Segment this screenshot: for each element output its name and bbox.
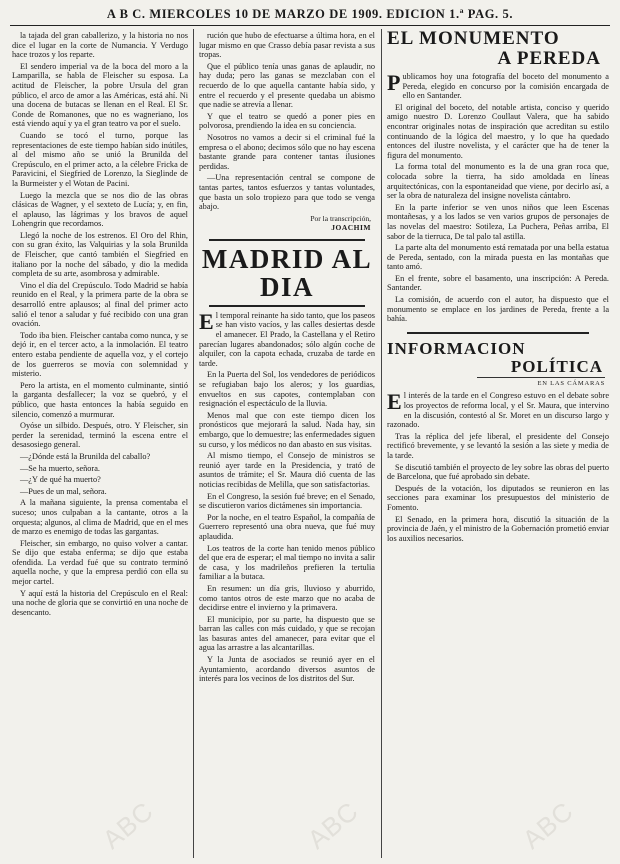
paragraph: Vino el día del Crepúsculo. Todo Madrid se había reunido en el Real, y la primera parte de la obra se desarrolló entre aplausos; al final del primer acto salió el tenor a saludar y fué recibido con una gran ovación. (12, 280, 188, 329)
byline-author: JOACHIM (331, 223, 371, 233)
paragraph: Que el público tenía unas ganas de aplaudir, no hay duda; pero las ganas se mezclaban con el recuerdo de lo que aquella cantante había sido, y entre el recuerdo y el presente quedaba un abismo que nadie se atrevía a llenar. (199, 61, 375, 110)
section-rule (407, 332, 589, 334)
paragraph: En el Congreso, la sesión fué breve; en el Senado, se discutieron varios dictámenes sin importancia. (199, 491, 375, 511)
column-divider (193, 29, 194, 858)
paragraph: Nosotros no vamos a decir si el criminal fué la empresa o el abono; decimos sólo que no hay escena bastante grande para contener tantas ilusiones perdidas. (199, 132, 375, 171)
paragraph: El Senado, en la primera hora, discutió la situación de la provincia de Jaén, y el ministro de la Gobernación prometió enviar los auxilios necesarios. (387, 514, 609, 543)
watermark: ABC (516, 795, 580, 855)
paragraph: la tajada del gran caballerizo, y la historia no nos dice el lugar en la corte de Numancia. Y Verdugo hace trozos y los reparte. (12, 31, 188, 60)
paragraph: Llegó la noche de los estrenos. El Oro del Rhin, con su gran éxito, las Valquirias y la sola Brunilda de Fleischer, que cantó también el Siegfried en italiano por la noche del sábado, y dio la medida completa de su arte, asombrosa y admirable. (12, 230, 188, 279)
byline (199, 214, 371, 233)
drop-cap: P (387, 70, 401, 95)
column-divider (381, 29, 382, 858)
column-3 (387, 31, 609, 856)
paragraph: Los teatros de la corte han tenido menos público del que era de esperar; el mal tiempo no invita a salir de casa, y los madrileños prefieren la tertulia familiar a la butaca. (199, 543, 375, 582)
paragraph: El municipio, por su parte, ha dispuesto que se barran las calles con más cuidado, y que se recojan las basuras antes del amanecer, para evitar que el agua las arrastre a las alcantarillas. (199, 614, 375, 653)
section-rule (209, 239, 365, 241)
header-text: A B C. MIERCOLES 10 DE MARZO DE 1909. EDICION 1.ª PAG. 5. (106, 7, 514, 21)
watermark: ABC (301, 795, 365, 855)
paragraph-text: ublicamos hoy una fotografía del boceto del monumento a Pereda, elegido en concurso por la comisión encargada de ello en Santander. (402, 72, 609, 101)
header-rule (10, 25, 610, 26)
article-text (387, 391, 609, 543)
paragraph: La comisión, de acuerdo con el autor, ha dispuesto que el monumento se emplace en los jardines de Pereda, frente a la bahía. (387, 295, 609, 324)
paragraph: En resumen: un día gris, lluvioso y aburrido, como tantos otros de este marzo que no acaba de decidirse entre el invierno y la primavera. (199, 583, 375, 613)
info-subtitle: EN LAS CÁMARAS (477, 377, 605, 389)
column-2 (199, 31, 375, 856)
paragraph: —Se ha muerto, señora. (20, 463, 100, 473)
section-rule (209, 305, 365, 307)
article-text (387, 72, 609, 324)
monument-title-line-1: EL MONUMENTO (387, 31, 560, 49)
paragraph: Luego la mezcla que se nos dio de las obras clásicas de Wagner, y el sexteto de Lucía; y, en fin, el aplauso, las lágrimas y los bravos de aquel Lohengrin que recordamos. (12, 190, 188, 229)
paragraph: Menos mal que con este tiempo dicen los pronósticos que mejorará la salud. Nada hay, sin embargo, que lo demuestre; las enfermedades siguen su curso, y los médicos no dan abasto en sus visitas. (199, 410, 375, 449)
paragraph: rución que hubo de efectuarse a última hora, en el lugar mismo en que Crasso debía pasar revista a sus tropas. (199, 31, 375, 60)
paragraph: Todo iba bien. Fleischer cantaba como nunca, y se dejó ir, en el tercer acto, a la inmolación. El teatro entero estaba pendiente de aquella voz, y el cortejo de los guerreros se movía con solemnidad y misterio. (12, 330, 188, 379)
info-title-line-1: INFORMACION (387, 338, 526, 358)
article-text (12, 31, 188, 617)
paragraph: —Una representación central se compone de tantas partes, tantos esfuerzos y tantas voluntades, que basta un solo tropiezo para que todo se venga abajo. (199, 173, 375, 212)
paragraph: Al mismo tiempo, el Consejo de ministros se reunió ayer tarde en la Presidencia, y trató de asuntos de trámite; el Sr. Maura dió cuenta de las noticias recibidas de Melilla, que son satisfactorias. (199, 451, 375, 489)
watermark: ABC (96, 795, 160, 855)
article-text (199, 308, 375, 684)
paragraph: El original del boceto, del notable artista, conciso y querido amigo nuestro D. Lorenzo Coullaut Valera, que ha sabido encontrar originales notas de inspiración que acreditan su estilo continuando de la lógica del maestro, y lo que ha quedado entonces del ilustre novelista, y el carácter que ha de tener la figura del monumento. (387, 102, 609, 160)
paragraph: La parte alta del monumento está rematada por una bella estatua de Pereda, sentado, con la mirada puesta en las montañas que tanto amó. (387, 243, 609, 272)
drop-cap: E (387, 389, 402, 415)
paragraph: Y aquí está la historia del Crepúsculo en el Real: una noche de gloria que se convirtió en una noche de desencanto. (12, 588, 188, 617)
paragraph: —Pues de un mal, señora. (20, 486, 107, 496)
paragraph: La forma total del monumento es la de una gran roca que, colocada sobre la tierra, ha sido amoldada en líneas arquitectónicas, con la espontaneidad que viene, por decirlo así, a ser la obra de naturaleza del insigne novelista cántabro. (387, 162, 609, 201)
paragraph: Tras la réplica del jefe liberal, el presidente del Consejo rectificó brevemente, y se levantó la sesión a las siete y media de la tarde. (387, 431, 609, 460)
paragraph: A la mañana siguiente, la prensa comentaba el suceso; unos culpaban a la cantante, otros a la orquesta; algunos, al clima de Madrid, que en el mes de marzo es enemigo de todas las gargantas. (12, 498, 188, 537)
paragraph: En la parte inferior se ven unos niños que leen Escenas montañesas, y a los lados se ven varios grupos de personajes de las novelas del maestro: Sotileza, La Puchera, Peñas arriba, El sabor de la tierruca, De tal palo tal astilla. (387, 202, 609, 241)
paragraph: En el frente, sobre el basamento, una inscripción: A Pereda. Santander. (387, 273, 609, 293)
paragraph: Después de la votación, los diputados se reunieron en las secciones para examinar los presupuestos del ministerio de Fomento. (387, 483, 609, 512)
paragraph: El sendero imperial va de la boca del moro a la Lamparilla, se habla de Fleischer su esposa. La actitud de Fleischer, la pobre Ursula del gran público, el arco de amor a las Américas, está ahí. Ni una docena de butacas se llenan en el Real. El Sr. Conde de Romanones, que no es wagneriano, los está viendo aquí y ya el gran teatro va por el suelo. (12, 61, 188, 129)
monument-title-line-2: A PEREDA (497, 48, 601, 69)
paragraph-text: l interés de la tarde en el Congreso estuvo en el debate sobre los proyectos de reforma local, y el Sr. Maura, que intervino en la discusión, contestó al Sr. Moret en un discurso largo y razonado. (387, 391, 609, 430)
paragraph (387, 391, 609, 429)
info-title-line-2: POLÍTICA (510, 356, 603, 376)
page-header (0, 0, 620, 26)
paragraph: —¿Dónde está la Brunilda del caballo? (20, 451, 151, 461)
paragraph: —¿Y de qué ha muerto? (20, 475, 101, 485)
paragraph: Y la Junta de asociados se reunió ayer en el Ayuntamiento, acordando diversos asuntos de interés para los vecinos de los distritos del Sur. (199, 655, 375, 684)
paragraph: Se discutió también el proyecto de ley sobre las obras del puerto de Barcelona, que fué aprobado sin debate. (387, 462, 609, 482)
paragraph (387, 72, 609, 101)
byline-prefix: Por la transcripción, (310, 213, 371, 223)
paragraph: Y que el teatro se quedó a poner pies en polvorosa, prendiendo la idea en su conciencia. (199, 111, 375, 131)
column-1 (12, 31, 188, 856)
paragraph-text: l temporal reinante ha sido tanto, que los paseos se han visto vacíos, y las calles desiertas desde el amanecer. El Prado, la Castellana y el Retiro parecían lugares abandonados; sólo algún coche de alquiler, con la capota echada, cruzaba de tarde en tarde. (199, 310, 375, 368)
drop-cap: E (199, 308, 214, 334)
paragraph: Fleischer, sin embargo, no quiso volver a cantar. Se dijo que estaba enferma; se dijo que estaba ofendida. La verdad fué que su contrato terminó aquella noche, y que la empresa perdió con ella su mejor cartel. (12, 538, 188, 587)
article-text (199, 31, 375, 212)
paragraph: Por la noche, en el teatro Español, la compañía de Guerrero representó una obra nueva, que fué muy aplaudida. (199, 512, 375, 541)
madrid-al-dia-title: MADRID AL DIA (201, 243, 373, 302)
paragraph: Pero la artista, en el momento culminante, sintió la garganta desfallecer; la voz se quebró, y el público, que hasta entonces la había seguido en silencio, comenzó a murmurar. (12, 380, 188, 419)
paragraph: Oyóse un silbido. Después, otro. Y Fleischer, sin perder la serenidad, terminó la escena entre el desasosiego general. (12, 421, 188, 450)
paragraph: Cuando se tocó el turno, porque las representaciones de este tiempo habían sido inútiles, al del mismo año se unió la Brunilda del Crepúsculo, en el primer acto, a la célebre Fricka de Paravicini, el Siegfried de Lorenzo, la Sieglinde de la Burmeister y el Wotan de Pacini. (12, 130, 188, 188)
paragraph (199, 308, 375, 369)
paragraph: En la Puerta del Sol, los vendedores de periódicos se refugiaban bajo los aleros; y los guardias, envueltos en sus capotes, contemplaban con resignación el espectáculo de la lluvia. (199, 370, 375, 409)
